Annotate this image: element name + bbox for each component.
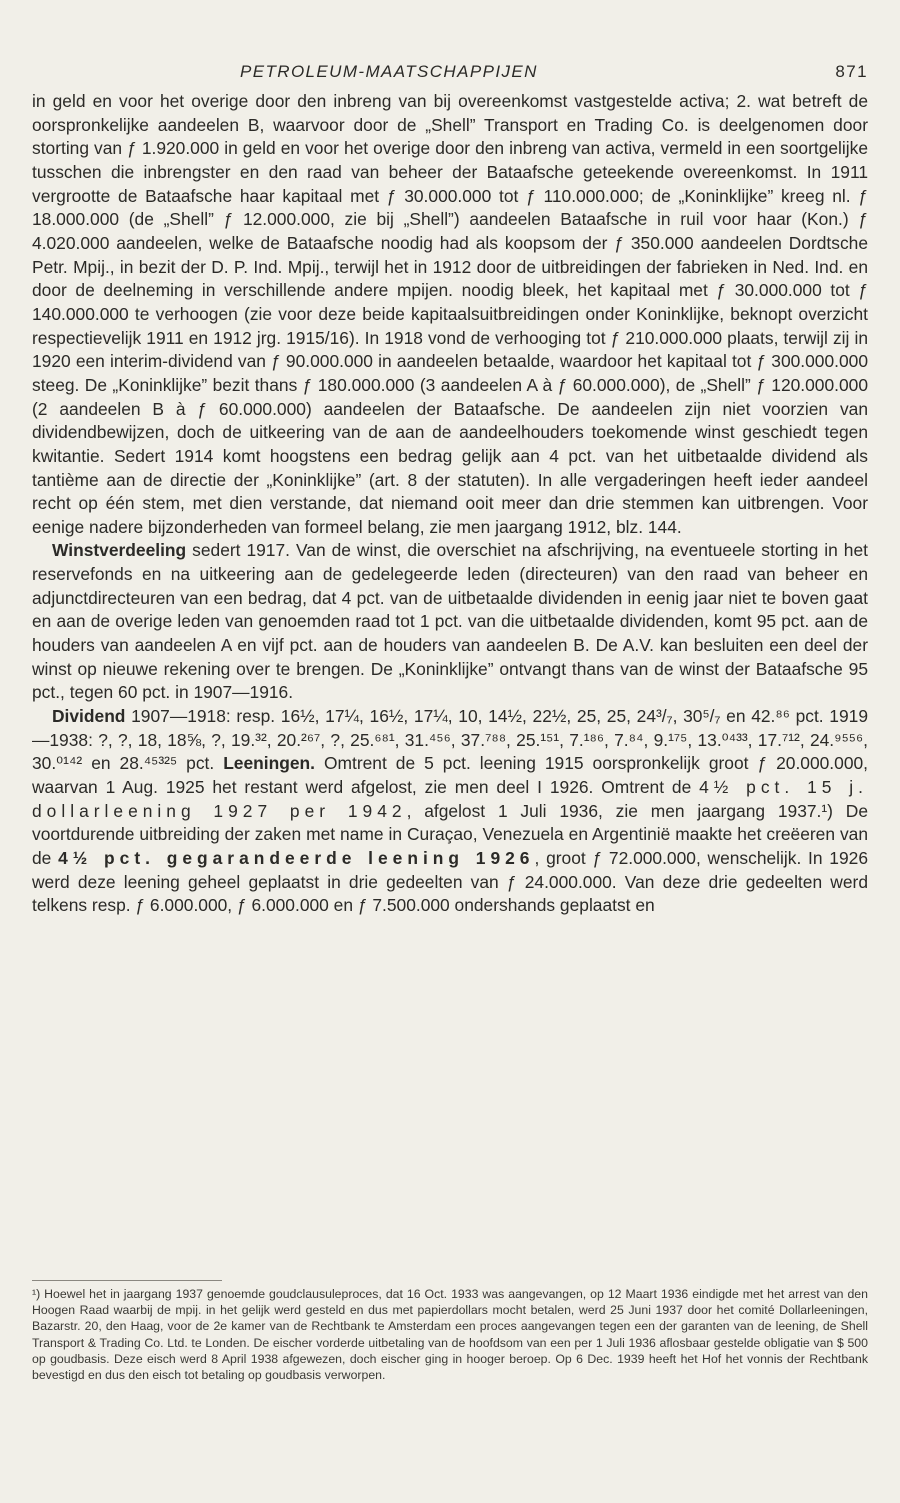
footnote-1: ¹) Hoewel het in jaargang 1937 genoemde goudclausuleproces, dat 16 Oct. 1933 was aangevangen, op 12 Maart 1936 eindigde met het arrest van den Hoogen Raad waarbij de mpij. in het gelijk werd gesteld en dus met papierdollars mocht betalen, werd 25 Juni 1937 door het comité Dollarleeningen, Bazarstr. 20, den Haag, voor de 2e kamer van de Rechtbank te Amsterdam een proces aangevangen tegen een der garanten van de leening, de Shell Transport & Trading Co. Ltd. te Londen. De eischer vorderde uitbetaling van de hoofdsom van een per 1 Juli 1936 aflosbaar gestelde obligatie van $ 500 op goudbasis. Deze eisch werd 8 April 1938 afgewezen, doch eischer ging in hooger beroep. Op 6 Dec. 1939 heeft het Hof het vonnis der Rechtbank bevestigd en dus den eisch tot betaling op goudbasis verworpen. bbox=[32, 1287, 868, 1383]
heading-dividend: Dividend bbox=[52, 706, 126, 727]
heading-winstverdeeling: Winstverdeeling bbox=[52, 540, 187, 561]
page-number: 871 bbox=[835, 62, 868, 81]
paragraph-winstverdeeling bbox=[32, 539, 868, 705]
paragraph-capital: in geld en voor het overige door den inbreng van bij overeenkomst vastgestelde activa; 2. wat betreft de oorspronkelijke aandeelen B, waarvoor door de „Shell” Transport en Trading Co. is deelgenomen door storting van ƒ 1.920.000 in geld en voor het overige door den inbreng van activa, vermeld in een soortgelijke tusschen die inbrengster en den raad van beheer der Bataafsche geteekende overeenkomst. In 1911 vergrootte de Bataafsche haar kapitaal met ƒ 30.000.000 tot ƒ 110.000.000; de „Koninklijke” kreeg nl. ƒ 18.000.000 (de „Shell” ƒ 12.000.000, zie bij „Shell”) aandeelen Bataafsche in ruil voor haar (Kon.) ƒ 4.020.000 aandeelen, welke de Bataafsche noodig had als koopsom der ƒ 350.000 aandeelen Dordtsche Petr. Mpij., in bezit der D. P. Ind. Mpij., terwijl het in 1912 door de uitbreidingen der fabrieken in Ned. Ind. en door de deelneming in verschillende andere mpijen. noodig bleek, het kapitaal met ƒ 30.000.000 tot ƒ 140.000.000 te verhoogen (zie voor deze beide kapitaalsuitbreidingen onder Koninklijke, beknopt overzicht respectievelijk 1911 en 1912 jrg. 1915/16). In 1918 vond de verhooging tot ƒ 210.000.000 plaats, terwijl zij in 1920 een interim-dividend van ƒ 90.000.000 in aandeelen betaalde, waardoor het kapitaal tot ƒ 300.000.000 steeg. De „Koninklijke” bezit thans ƒ 180.000.000 (3 aandeelen A à ƒ 60.000.000), de „Shell” ƒ 120.000.000 (2 aandeelen B à ƒ 60.000.000) aandeelen der Bataafsche. De aandeelen zijn niet voorzien van dividendbewijzen, doch de uitkeering van de aan de aandeelhouders toekomende winst geschiedt tegen kwitantie. Sedert 1914 komt hoogstens een bedrag gelijk aan 4 pct. van het uitbetaalde dividend als tantième aan de directie der „Koninklijke” (art. 8 der statuten). In alle vergaderingen heeft ieder aandeel recht op één stem, met dien verstande, dat niemand ooit meer dan drie stemmen kan uitbrengen. Voor eenige nadere bijzonderheden van formeel belang, zie men jaargang 1912, blz. 144. bbox=[32, 91, 868, 537]
footnote-rule bbox=[32, 1280, 222, 1281]
book-page bbox=[32, 58, 868, 1383]
paragraph-leeningen-text-2: , afgelost 1 Juli 1936, zie men jaargang 1937.¹) De voortdurende uitbreiding der zaken met name in Curaçao, Venezuela en Argentinië maakte het creëeren van de bbox=[32, 800, 868, 868]
loan-title-dollar: 4½ pct. 15 j. dollarleening 1927 per 1942 bbox=[32, 777, 868, 821]
running-header bbox=[32, 58, 868, 90]
paragraph-winstverdeeling-text: sedert 1917. Van de winst, die overschiet na afschrijving, na eventueele storting in het reservefonds en na uitkeering aan de gedelegeerde leden (directeuren) van den raad van beheer en adjunctdirecteuren van een bedrag, dat 4 pct. van de uitbetaalde dividenden in eenig jaar niet te boven gaat en aan de overige leden van genoemden raad tot 1 pct. van die uitbetaalde dividenden, komt 95 pct. aan de houders van aandeelen A en vijf pct. aan de houders van aandeelen B. De A.V. kan besluiten een deel der winst op nieuwe rekening over te brengen. De „Koninklijke” ontvangt thans van de winst der Bataafsche 95 pct., tegen 60 pct. in 1907—1916. bbox=[32, 540, 868, 703]
paragraph-leeningen-text-3: , groot ƒ 72.000.000, wenschelijk. In 1926 werd deze leening geheel geplaatst in drie gedeelten van ƒ 24.000.000. Van deze drie gedeelten werd telkens resp. ƒ 6.000.000, ƒ 6.000.000 en ƒ 7.500.000 ondershands geplaatst en bbox=[32, 848, 868, 916]
paragraph-dividend-text: 1907—1918: resp. 16½, 17¼, 16½, 17¼, 10, 14½, 22½, 25, 25, 24³/₇, 30⁵/₇ en 42.⁸⁶ pct. 1919—1938: ?, ?, 18, 18⅝, ?, 19.³², 20.²⁶⁷, ?, 25.⁶⁸¹, 31.⁴⁵⁶, 37.⁷⁸⁸, 25.¹⁵¹, 7.¹⁸⁶, 7.⁸⁴, 9.¹⁷⁵, 13.⁰⁴³³, 17.⁷¹², 24.⁹⁵⁵⁶, 30.⁰¹⁴² en 28.⁴⁵³²⁵ pct. bbox=[32, 706, 868, 774]
body-text bbox=[32, 90, 868, 918]
running-title: PETROLEUM-MAATSCHAPPIJEN bbox=[240, 62, 538, 81]
heading-leeningen: Leeningen. bbox=[223, 753, 315, 774]
paragraph-dividend bbox=[32, 705, 868, 918]
loan-title-gegarandeerd: 4½ pct. gegarandeerde leening 1926 bbox=[58, 848, 535, 868]
paragraph-leeningen-text: Omtrent de 5 pct. leening 1915 oorspronkelijk groot ƒ 20.000.000, waarvan 1 Aug. 1925 het restant werd afgelost, zie men deel I 1926. Omtrent de bbox=[32, 753, 868, 798]
